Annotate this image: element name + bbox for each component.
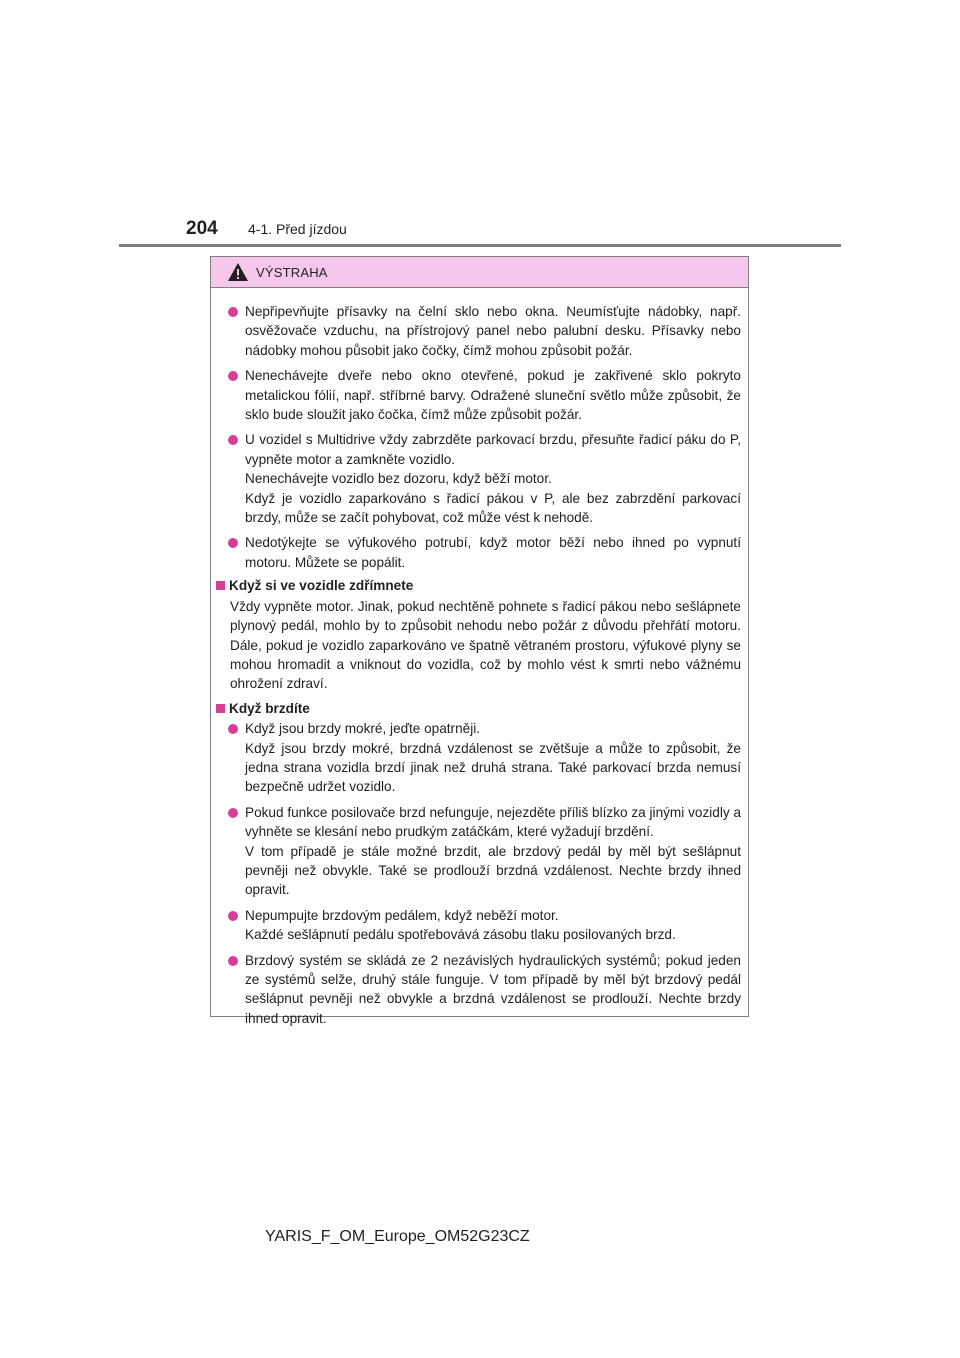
warning-title: VÝSTRAHA: [256, 264, 328, 280]
warning-bullet: [216, 951, 741, 1029]
footer-document-code: YARIS_F_OM_Europe_OM52G23CZ: [265, 1228, 530, 1245]
bullet-paragraph: Každé sešlápnutí pedálu spotřebovává zásobu tlaku posilovaných brzd.: [245, 927, 676, 943]
bullet-paragraph: Pokud funkce posilovače brzd nefunguje, nejezděte příliš blízko za jinými vozidly a vyhněte se klesání nebo prudkým zatáčkám, které vyžadují brzdění.: [245, 804, 741, 840]
bullet-dot: [228, 371, 238, 381]
bullet-paragraph: Brzdový systém se skládá ze 2 nezávislých hydraulických systémů; pokud jeden ze systémů selže, druhý stále funguje. V tom případě by měl být brzdový pedál sešlápnut pevněji než obvykle a brzdná vzdálenost se prodlouží. Nechte brzdy ihned opravit.: [245, 952, 741, 1026]
warning-bullet: [216, 719, 741, 797]
subsection-paragraph: Vždy vypněte motor. Jinak, pokud nechtěně pohnete s řadicí pákou nebo sešlápnete plynový pedál, mohlo by to způsobit nehodu nebo požár z důvodu přehřátí motoru. Dále, pokud je vozidlo zaparkováno ve špatně větraném prostoru, výfukové plyny se mohou hromadit a vniknout do vozidla, což by mohlo vést k smrti nebo vážnému ohrožení zdraví.: [230, 598, 741, 692]
bullet-paragraph: Nepumpujte brzdovým pedálem, když neběží motor.: [245, 907, 559, 923]
bullet-dot: [228, 435, 238, 445]
subsection-title: Když si ve vozidle zdřímnete: [229, 578, 414, 594]
subsection-heading: [216, 576, 741, 595]
bullet-dot: [228, 307, 238, 317]
warning-bullet: [216, 906, 741, 945]
bullet-paragraph: Nedotýkejte se výfukového potrubí, když motor běží nebo ihned po vypnutí motoru. Můžete se popálit.: [245, 535, 741, 570]
bullet-paragraph: Nenechávejte vozidlo bez dozoru, když běží motor.: [245, 471, 552, 487]
warning-bullet: [216, 533, 741, 572]
header-rule: [119, 244, 841, 247]
page-number: 204: [186, 218, 218, 239]
bullet-paragraph: Nenechávejte dveře nebo okno otevřené, pokud je zakřivené sklo pokryto metalickou fólií, např. stříbrné barvy. Odražené sluneční světlo může způsobit, že sklo bude sloužit jako čočka, čímž může způsobit požár.: [245, 368, 741, 423]
bullet-paragraph: Nepřipevňujte přísavky na čelní sklo nebo okna. Neumísťujte nádobky, např. osvěžovače vzduchu, na přístrojový panel nebo palubní desku. Přísavky nebo nádobky mohou působit jako čočky, čímž mohou způsobit požár.: [245, 304, 741, 358]
bullet-dot: [228, 808, 238, 818]
bullet-paragraph: V tom případě je stále možné brzdit, ale brzdový pedál by měl být sešlápnut pevněji než obvykle. Také se prodlouží brzdná vzdálenost. Nechte brzdy ihned opravit.: [245, 843, 741, 898]
bullet-dot: [228, 538, 238, 548]
bullet-dot: [228, 724, 238, 734]
bullet-paragraph: Když jsou brzdy mokré, brzdná vzdálenost se zvětšuje a může to způsobit, že jedna strana vozidla brzdí jinak než druhá strana. Také parkovací brzda nemusí bezpečně udržet vozidlo.: [245, 740, 741, 795]
bullet-paragraph: Když jsou brzdy mokré, jeďte opatrněji.: [245, 721, 481, 737]
bullet-dot: [228, 956, 238, 966]
warning-body: [211, 288, 748, 1028]
bullet-paragraph: U vozidel s Multidrive vždy zabrzděte parkovací brzdu, přesuňte řadicí páku do P, vypněte motor a zamkněte vozidlo.: [245, 432, 741, 467]
subsection-heading: [216, 699, 741, 718]
section-title: 4-1. Před jízdou: [248, 221, 347, 237]
warning-box: [210, 256, 749, 1026]
bullet-dot: [228, 911, 238, 921]
warning-bullet: [216, 803, 741, 900]
warning-header: [211, 257, 748, 288]
warning-triangle-icon: [227, 262, 249, 282]
warning-bullet: [216, 430, 741, 527]
warning-bullet: [216, 366, 741, 424]
square-bullet: [216, 581, 225, 590]
subsection-title: Když brzdíte: [229, 700, 310, 716]
bullet-paragraph: Když je vozidlo zaparkováno s řadicí pákou v P, ale bez zabrzdění parkovací brzdy, může se začít pohybovat, což může vést k nehodě.: [245, 490, 741, 526]
square-bullet: [216, 704, 225, 713]
warning-bullet: [216, 302, 741, 360]
